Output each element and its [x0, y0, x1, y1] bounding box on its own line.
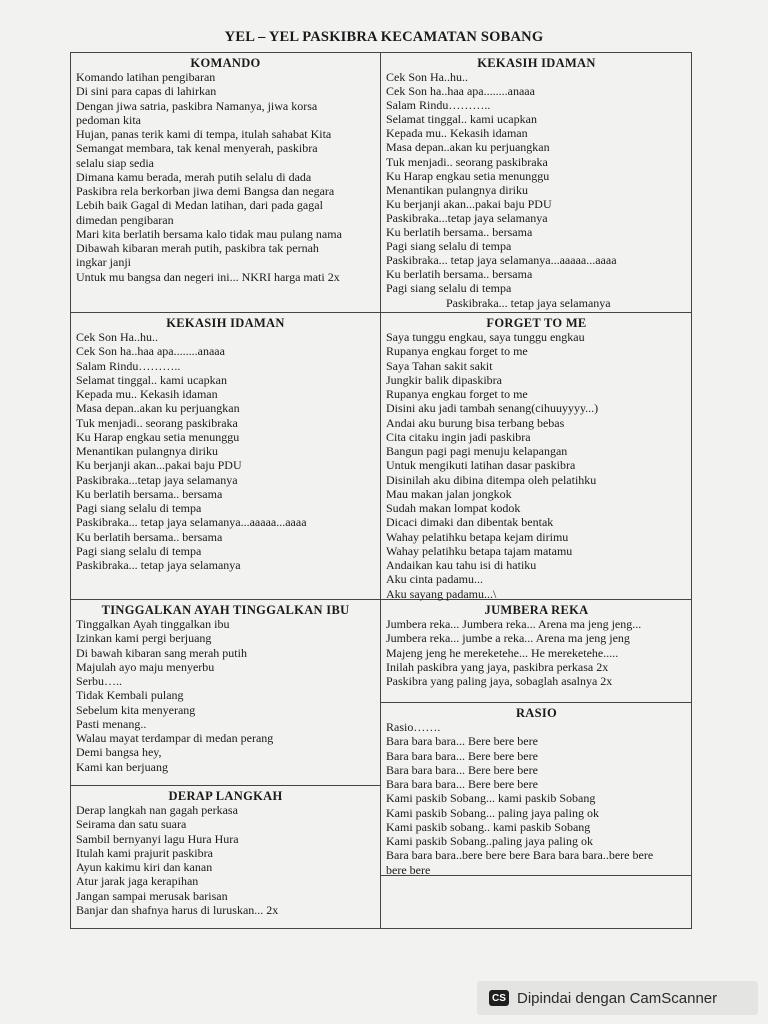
- lyric-line: Bara bara bara... Bere bere bere: [386, 762, 538, 777]
- lyric-line: bere bere: [386, 862, 431, 877]
- lyric-line: Kami paskib sobang.. kami paskib Sobang: [386, 819, 591, 834]
- lyric-line: Kepada mu.. Kekasih idaman: [76, 387, 218, 401]
- lyric-line: Izinkan kami pergi berjuang: [76, 631, 212, 646]
- lyric-line: Ku berlatih bersama.. bersama: [386, 225, 533, 240]
- page-title: YEL – YEL PASKIBRA KECAMATAN SOBANG: [224, 29, 544, 45]
- lyric-line: Komando latihan pengibaran: [76, 70, 216, 84]
- lyric-line: Ku berlatih bersama.. bersama: [76, 529, 223, 544]
- lyric-line: Paskibraka... tetap jaya selamanya: [76, 558, 241, 572]
- lyric-line: Wahay pelatihku betapa tajam matamu: [386, 543, 573, 558]
- section-lyrics: [76, 70, 375, 284]
- lyric-line: Pasti menang..: [76, 716, 147, 731]
- lyric-line: Paskibraka...tetap jaya selamanya: [76, 472, 238, 487]
- lyric-line: Tidak Kembali pulang: [76, 688, 184, 703]
- lyric-line: Jungkir balik dipaskibra: [386, 372, 502, 387]
- lyric-line: Paskibraka... tetap jaya selamanya...aaaaa...aaaa: [76, 515, 307, 530]
- section-lyrics: [386, 720, 687, 877]
- lyric-line: Pagi siang selalu di tempa: [76, 543, 202, 558]
- lyric-line: Paskibraka...tetap jaya selamanya: [386, 210, 548, 225]
- lyric-line: Bara bara bara..bere bere bere Bara bara bara..bere bere: [386, 848, 654, 863]
- lyric-line: Ayun kakimu kiri dan kanan: [76, 860, 213, 874]
- section-derap-langkah: [71, 786, 380, 928]
- section-lyrics: [386, 330, 687, 601]
- lyric-line: Masa depan..akan ku perjuangkan: [386, 140, 550, 155]
- section-heading: JUMBERA REKA: [484, 603, 589, 617]
- lyric-line: Dengan jiwa satria, paskibra Namanya, jiwa korsa: [76, 98, 318, 113]
- lyric-line: Di sini para capas di lahirkan: [76, 84, 217, 99]
- lyric-line: Tinggalkan Ayah tinggalkan ibu: [76, 617, 230, 631]
- lyric-line: Ku berlatih bersama.. bersama: [76, 486, 223, 501]
- lyric-line: Mau makan jalan jongkok: [386, 486, 512, 501]
- section-lyrics: [386, 617, 687, 688]
- lyric-line: Salam Rindu………..: [76, 358, 181, 373]
- lyric-line: Kami paskib Sobang... paling jaya paling ok: [386, 805, 599, 820]
- lyric-line: Rupanya engkau forget to me: [386, 387, 528, 401]
- lyric-line: Tuk menjadi.. seorang paskibraka: [386, 154, 548, 169]
- lyric-line: Semangat membara, tak kenal menyerah, paskibra: [76, 141, 318, 156]
- lyric-line: Untuk mu bangsa dan negeri ini... NKRI harga mati 2x: [76, 269, 340, 284]
- section-heading: TINGGALKAN AYAH TINGGALKAN IBU: [101, 603, 350, 617]
- lyric-line: Untuk mengikuti latihan dasar paskibra: [386, 458, 576, 473]
- lyric-line: Paskibra rela berkorban jiwa demi Bangsa dan negara: [76, 184, 335, 198]
- lyric-line: Lebih baik Gagal di Medan latihan, dari pada gagal: [76, 198, 323, 213]
- lyric-line: Dicaci dimaki dan dibentak bentak: [386, 515, 554, 530]
- lyric-line: Ku berlatih bersama.. bersama: [386, 267, 533, 282]
- lyric-line: Selamat tinggal.. kami ucapkan: [76, 372, 227, 387]
- lyric-line: Dibawah kibaran merah putih, paskibra tak pernah: [76, 241, 319, 255]
- lyric-line: Paskibraka... tetap jaya selamanya: [446, 295, 611, 310]
- lyric-line: Aku cinta padamu...: [386, 572, 483, 587]
- lyric-line: Di bawah kibaran sang merah putih: [76, 645, 247, 660]
- lyric-line: Rasio…….: [386, 720, 441, 734]
- lyric-line: Majulah ayo maju menyerbu: [76, 659, 215, 674]
- lyric-line: Dimana kamu berada, merah putih selalu di dada: [76, 169, 312, 184]
- lyric-line: Ku Harap engkau setia menunggu: [386, 168, 550, 183]
- lyrics-table: [70, 52, 692, 929]
- lyric-line: Ku berjanji akan...pakai baju PDU: [76, 458, 242, 473]
- lyric-line: Wahay pelatihku betapa kejam dirimu: [386, 529, 569, 544]
- lyric-line: Menantikan pulangnya diriku: [386, 182, 528, 197]
- lyric-line: Paskibraka... tetap jaya selamanya...aaaaa...aaaa: [386, 253, 617, 268]
- lyric-line: Pagi siang selalu di tempa: [76, 501, 202, 515]
- lyric-line: Cek Son Ha..hu..: [76, 330, 158, 344]
- section-forget-to-me: [381, 313, 692, 599]
- section-kekasih-idaman-left: [71, 313, 380, 599]
- lyric-line: Saya Tahan sakit sakit: [386, 358, 493, 373]
- lyric-line: Seirama dan satu suara: [76, 817, 187, 832]
- lyric-line: Kami paskib Sobang... kami paskib Sobang: [386, 791, 596, 806]
- lyric-line: Menantikan pulangnya diriku: [76, 444, 218, 458]
- lyric-line: Derap langkah nan gagah perkasa: [76, 803, 238, 817]
- lyric-line: Bara bara bara... Bere bere bere: [386, 734, 538, 749]
- section-heading: DERAP LANGKAH: [168, 789, 283, 803]
- lyric-line: ingkar janji: [76, 255, 131, 270]
- lyric-line: Bara bara bara... Bere bere bere: [386, 777, 538, 791]
- lyric-line: Walau mayat terdampar di medan perang: [76, 731, 274, 745]
- lyric-line: Demi bangsa hey,: [76, 745, 162, 760]
- section-rasio: [381, 703, 692, 875]
- lyric-line: pedoman kita: [76, 112, 141, 127]
- lyric-line: Serbu…..: [76, 674, 122, 688]
- lyric-line: Cita citaku ingin jadi paskibra: [386, 429, 531, 444]
- lyric-line: Saya tunggu engkau, saya tunggu engkau: [386, 330, 585, 344]
- section-komando: [71, 53, 380, 312]
- lyric-line: Cek Son ha..haa apa........anaaa: [386, 84, 535, 99]
- section-kekasih-idaman-right: [381, 53, 692, 312]
- lyric-line: Ku Harap engkau setia menunggu: [76, 429, 240, 444]
- lyric-line: Kepada mu.. Kekasih idaman: [386, 126, 528, 141]
- lyric-line: Bangun pagi pagi menuju kelapangan: [386, 444, 568, 458]
- watermark-text: Dipindai dengan CamScanner: [517, 989, 718, 1007]
- lyric-line: Atur jarak jaga kerapihan: [76, 874, 199, 889]
- lyric-line: Aku sayang padamu...\: [386, 586, 497, 601]
- lyric-line: Banjar dan shafnya harus di luruskan... 2x: [76, 902, 279, 917]
- lyric-line: Paskibra yang paling jaya, sobaglah asalnya 2x: [386, 674, 613, 688]
- lyric-line: selalu siap sedia: [76, 155, 154, 170]
- section-lyrics: [76, 803, 375, 917]
- section-jumbera-reka: [381, 600, 692, 702]
- section-heading: RASIO: [515, 706, 558, 720]
- lyric-line: Itulah kami prajurit paskibra: [76, 845, 213, 860]
- lyric-line: Salam Rindu………..: [386, 98, 491, 113]
- lyric-line: Andaikan kau tahu isi di hatiku: [386, 558, 537, 572]
- lyric-line: Disinilah aku dibina ditempa oleh pelatihku: [386, 472, 597, 487]
- lyric-line: Bara bara bara... Bere bere bere: [386, 748, 538, 763]
- section-lyrics: [76, 330, 375, 572]
- camscanner-logo-icon: CS: [489, 990, 509, 1006]
- lyric-line: Mari kita berlatih bersama kalo tidak mau pulang nama: [76, 226, 342, 241]
- lyric-line: Pagi siang selalu di tempa: [386, 239, 512, 254]
- lyric-line: Tuk menjadi.. seorang paskibraka: [76, 415, 238, 430]
- lyric-line: dimedan pengibaran: [76, 212, 174, 227]
- section-heading: KOMANDO: [190, 56, 261, 70]
- camscanner-watermark: [477, 981, 758, 1015]
- lyric-line: Jangan sampai merusak barisan: [76, 888, 228, 903]
- lyric-line: Ku berjanji akan...pakai baju PDU: [386, 196, 552, 211]
- lyric-line: Sebelum kita menyerang: [76, 702, 196, 717]
- lyric-line: Rupanya engkau forget to me: [386, 344, 528, 359]
- lyric-line: Jumbera reka... Jumbera reka... Arena ma jeng jeng...: [386, 617, 642, 631]
- section-tinggalkan-ayah: [71, 600, 380, 785]
- lyric-line: Jumbera reka... jumbe a reka... Arena ma jeng jeng: [386, 631, 630, 646]
- lyric-line: Kami kan berjuang: [76, 759, 168, 774]
- lyric-line: Sudah makan lompat kodok: [386, 501, 521, 515]
- section-heading: KEKASIH IDAMAN: [166, 316, 285, 330]
- lyric-line: Andai aku burung bisa terbang bebas: [386, 415, 565, 430]
- lyric-line: Disini aku jadi tambah senang(cihuuyyyy...): [386, 401, 599, 416]
- lyric-line: Masa depan..akan ku perjuangkan: [76, 401, 240, 416]
- lyric-line: Sambil bernyanyi lagu Hura Hura: [76, 831, 239, 846]
- section-lyrics: [76, 617, 375, 774]
- section-lyrics: [386, 70, 687, 310]
- lyric-line: Inilah paskibra yang jaya, paskibra perkasa 2x: [386, 659, 609, 674]
- lyric-line: Hujan, panas terik kami di tempa, itulah sahabat Kita: [76, 127, 332, 141]
- section-heading: KEKASIH IDAMAN: [477, 56, 596, 70]
- lyric-line: Cek Son Ha..hu..: [386, 70, 468, 84]
- lyric-line: Pagi siang selalu di tempa: [386, 281, 512, 296]
- lyric-line: Majeng jeng he mereketehe... He mereketehe.....: [386, 645, 619, 660]
- lyric-line: Selamat tinggal.. kami ucapkan: [386, 112, 537, 127]
- lyric-line: Kami paskib Sobang..paling jaya paling ok: [386, 834, 593, 848]
- section-heading: FORGET TO ME: [486, 316, 587, 330]
- lyric-line: Cek Son ha..haa apa........anaaa: [76, 344, 225, 359]
